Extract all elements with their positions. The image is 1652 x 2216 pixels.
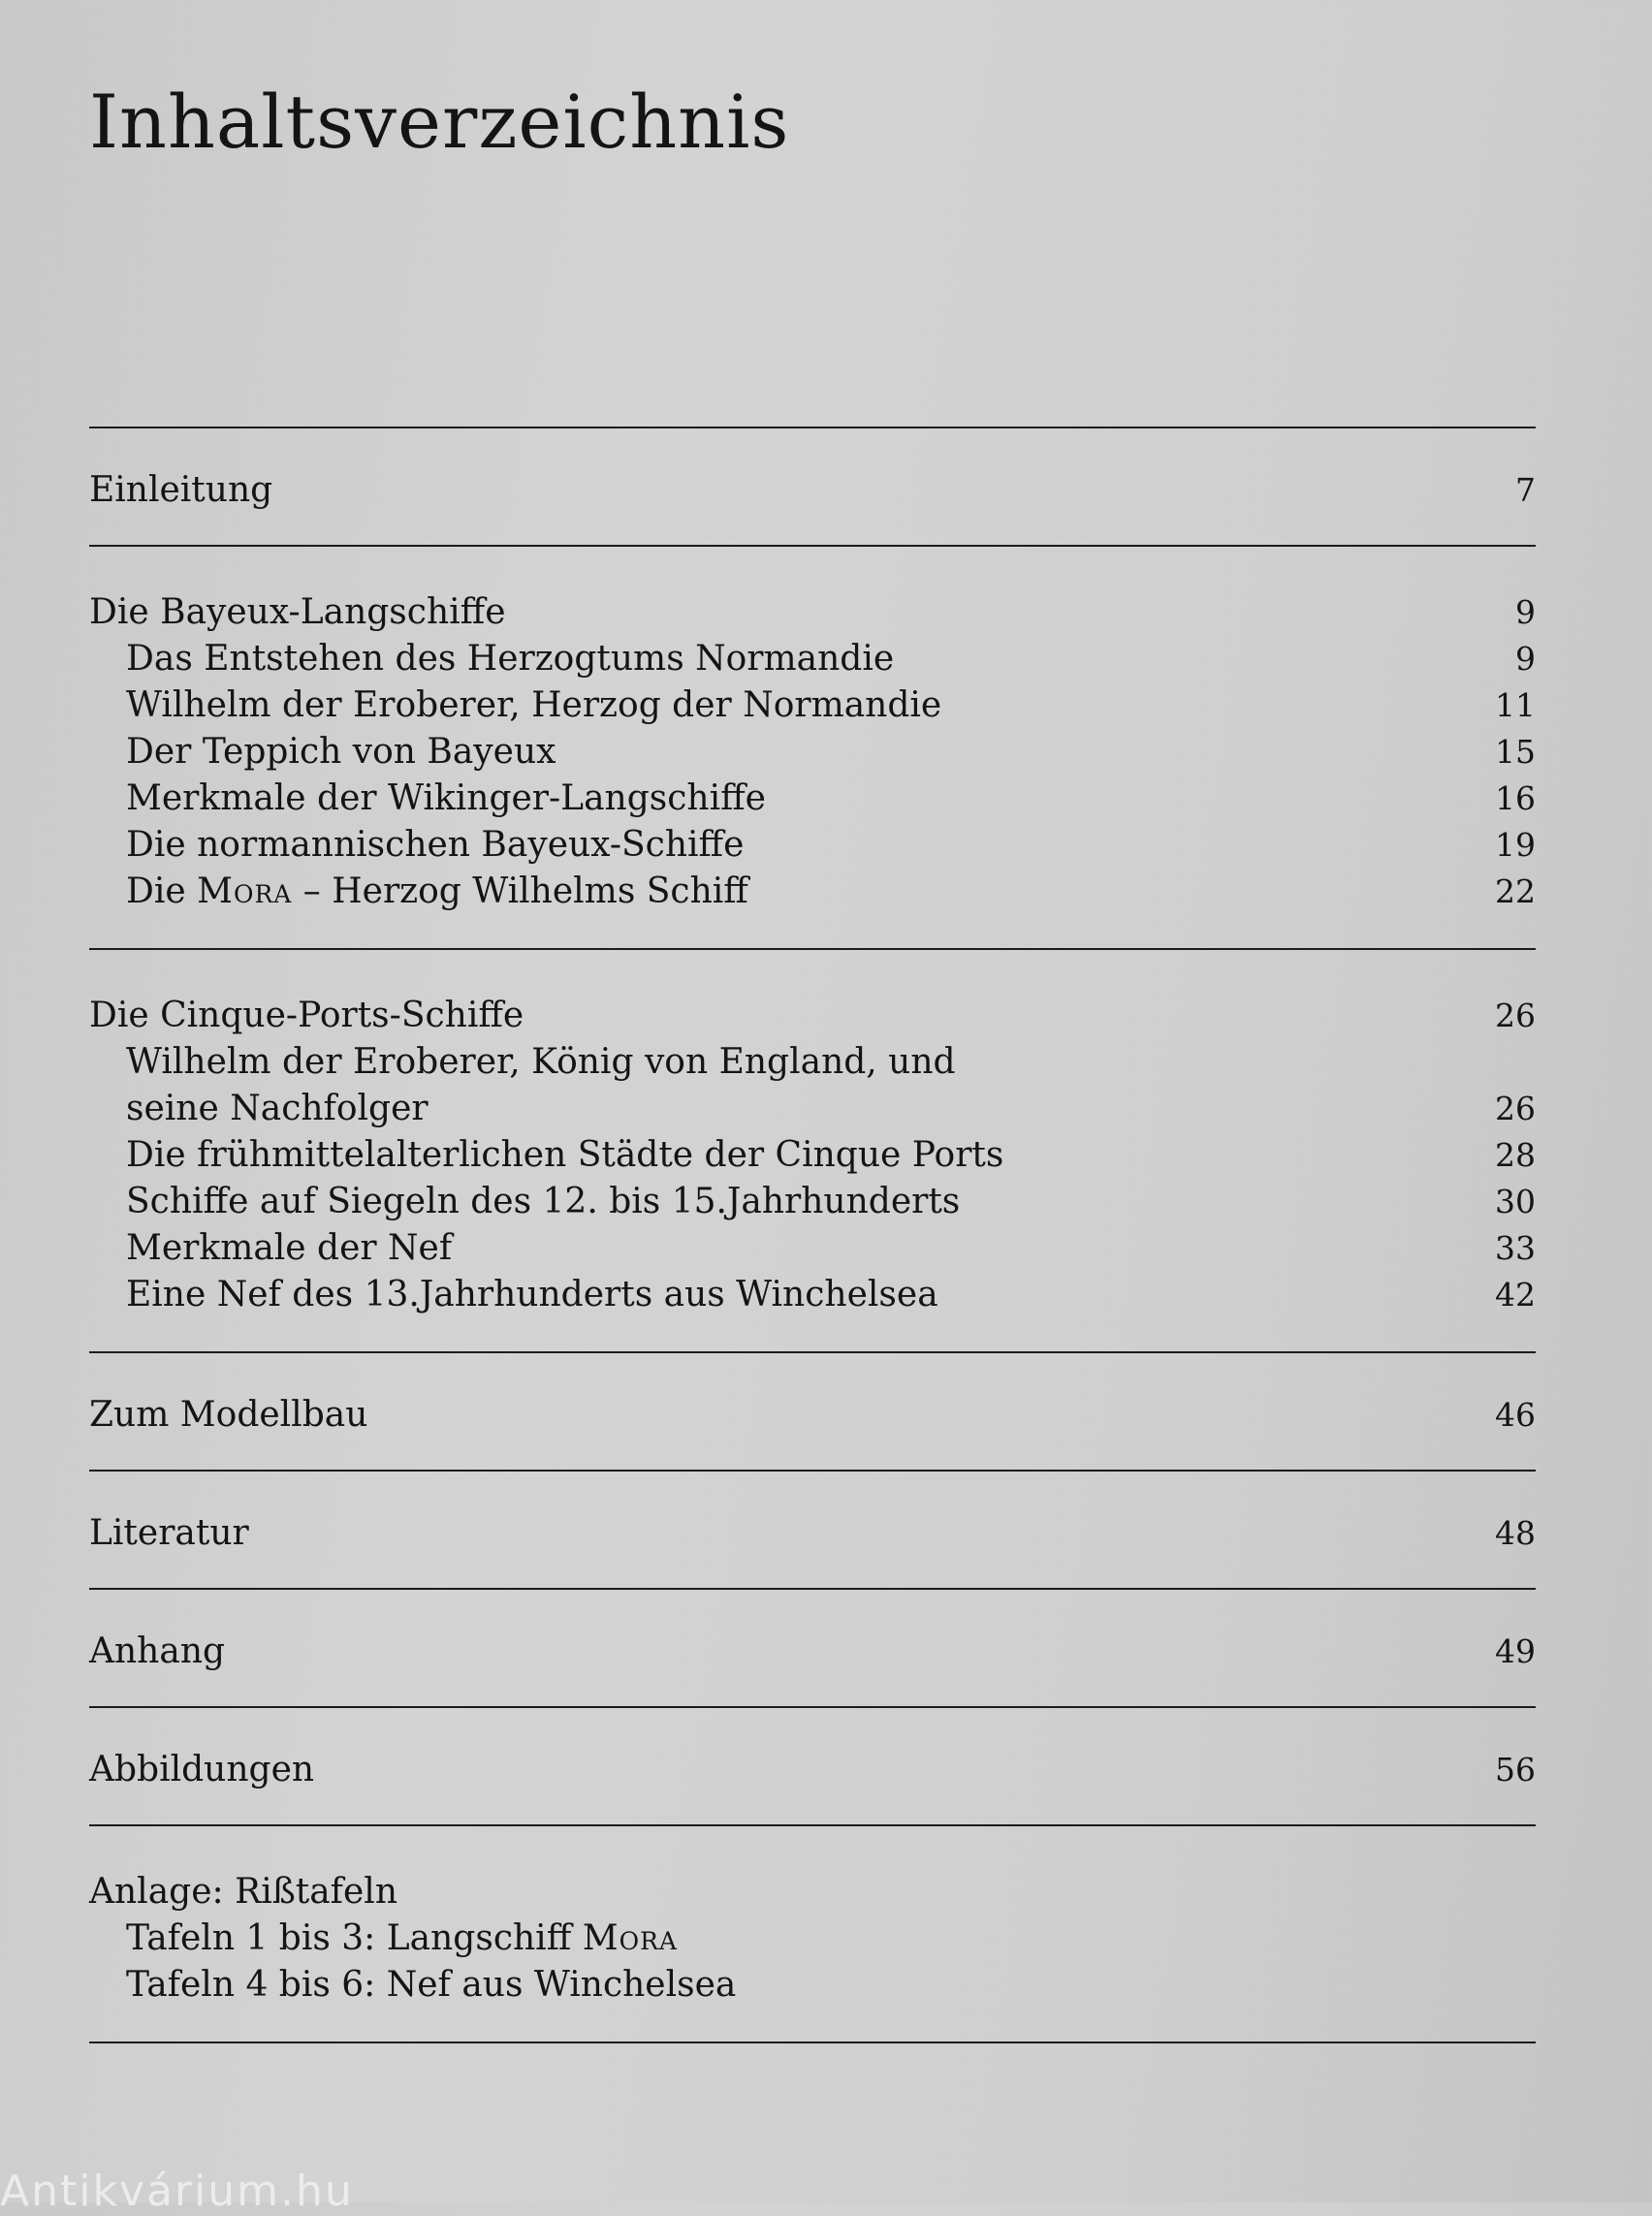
toc-page-number: 28 — [1495, 1136, 1536, 1174]
toc-page-number: 26 — [1495, 997, 1536, 1034]
ship-name: Mora — [197, 871, 293, 911]
toc-page-number: 56 — [1495, 1751, 1536, 1789]
toc-entry-label: Einleitung — [89, 470, 273, 510]
label-prefix: Tafeln 1 bis 3: Langschiff — [126, 1918, 583, 1958]
toc-subentry-label: Schiffe auf Siegeln des 12. bis 15.Jahrhunderts — [126, 1182, 961, 1221]
toc-page-number: 42 — [1495, 1276, 1536, 1314]
toc-subentry[interactable] — [89, 1179, 1536, 1225]
toc-subentry[interactable] — [89, 1272, 1536, 1318]
toc-page-number: 16 — [1495, 779, 1536, 817]
toc-page-number: 33 — [1495, 1229, 1536, 1267]
toc-entry[interactable] — [89, 993, 1536, 1039]
toc-entry-label: Literatur — [89, 1513, 249, 1553]
label-prefix: Die — [126, 871, 198, 911]
toc-section-modellbau — [89, 1353, 1536, 1470]
toc-entry[interactable] — [89, 1629, 1536, 1675]
toc-section-abbildungen — [89, 1708, 1536, 1824]
toc-subentry-label: Wilhelm der Eroberer, Herzog der Normandie — [126, 685, 942, 725]
toc-subentry[interactable] — [89, 729, 1536, 776]
toc-entry[interactable] — [89, 467, 1536, 514]
toc-subentry[interactable] — [89, 1225, 1536, 1272]
toc-subentry-label: Der Teppich von Bayeux — [126, 732, 556, 772]
toc-section-anlage — [89, 1826, 1536, 2042]
toc-entry-label: Die Bayeux-Langschiffe — [89, 592, 506, 632]
toc-subentry[interactable] — [89, 1086, 1536, 1132]
toc-page-number: 48 — [1495, 1514, 1536, 1552]
toc-subentry[interactable] — [89, 1962, 1536, 2009]
toc-subentry[interactable] — [89, 636, 1536, 682]
toc-subentry-label: seine Nachfolger — [126, 1089, 429, 1128]
toc-page-number: 26 — [1495, 1090, 1536, 1127]
toc-subentry[interactable] — [89, 869, 1536, 915]
toc-page-number: 19 — [1495, 826, 1536, 864]
table-of-contents — [89, 427, 1536, 2043]
toc-entry-label: Anhang — [89, 1631, 226, 1671]
toc-section-einleitung — [89, 428, 1536, 545]
toc-subentry-label: Das Entstehen des Herzogtums Normandie — [126, 639, 895, 679]
toc-subentry-label — [126, 1915, 1536, 1962]
toc-entry-label: Zum Modellbau — [89, 1395, 368, 1435]
toc-entry[interactable] — [89, 1869, 1536, 1915]
toc-subentry-label: Die normannischen Bayeux-Schiffe — [126, 825, 745, 865]
toc-subentry-label: Merkmale der Wikinger-Langschiffe — [126, 778, 766, 818]
ship-name: Mora — [582, 1918, 678, 1958]
toc-page-number: 9 — [1515, 593, 1536, 631]
toc-page-number: 46 — [1495, 1396, 1536, 1434]
toc-subentry-label — [126, 869, 1477, 915]
toc-subentry[interactable] — [89, 682, 1536, 729]
toc-subentry[interactable] — [89, 776, 1536, 822]
page-title: Inhaltsverzeichnis — [89, 79, 790, 165]
toc-page-number: 30 — [1495, 1183, 1536, 1220]
toc-page-number: 49 — [1495, 1632, 1536, 1670]
toc-subentry-label: Tafeln 4 bis 6: Nef aus Winchelsea — [126, 1965, 737, 2005]
toc-subentry[interactable] — [89, 1039, 1536, 1086]
toc-entry-label: Die Cinque-Ports-Schiffe — [89, 996, 524, 1035]
divider — [89, 2042, 1536, 2043]
toc-page-number: 22 — [1495, 872, 1536, 910]
toc-entry-label: Abbildungen — [89, 1750, 315, 1789]
toc-subentry[interactable] — [89, 822, 1536, 869]
toc-entry[interactable] — [89, 1392, 1536, 1439]
toc-section-anhang — [89, 1590, 1536, 1706]
toc-subentry-label: Wilhelm der Eroberer, König von England, und — [126, 1042, 956, 1082]
toc-entry[interactable] — [89, 1510, 1536, 1557]
toc-entry[interactable] — [89, 589, 1536, 636]
watermark: Antikvárium.hu — [0, 2167, 354, 2216]
toc-page-number: 15 — [1495, 733, 1536, 771]
toc-section-cinque-ports — [89, 950, 1536, 1351]
toc-subentry-label: Eine Nef des 13.Jahrhunderts aus Winchelsea — [126, 1275, 938, 1314]
toc-page-number: 7 — [1515, 471, 1536, 509]
toc-page-number: 9 — [1515, 640, 1536, 678]
toc-subentry-label: Merkmale der Nef — [126, 1228, 453, 1268]
toc-entry-label: Anlage: Rißtafeln — [89, 1872, 398, 1912]
toc-subentry-label: Die frühmittelalterlichen Städte der Cinque Ports — [126, 1135, 1004, 1175]
toc-section-bayeux — [89, 547, 1536, 948]
toc-subentry[interactable] — [89, 1915, 1536, 1962]
toc-entry[interactable] — [89, 1747, 1536, 1793]
toc-page-number: 11 — [1495, 686, 1536, 724]
label-suffix: – Herzog Wilhelms Schiff — [292, 871, 748, 911]
toc-section-literatur — [89, 1472, 1536, 1588]
toc-subentry[interactable] — [89, 1132, 1536, 1179]
